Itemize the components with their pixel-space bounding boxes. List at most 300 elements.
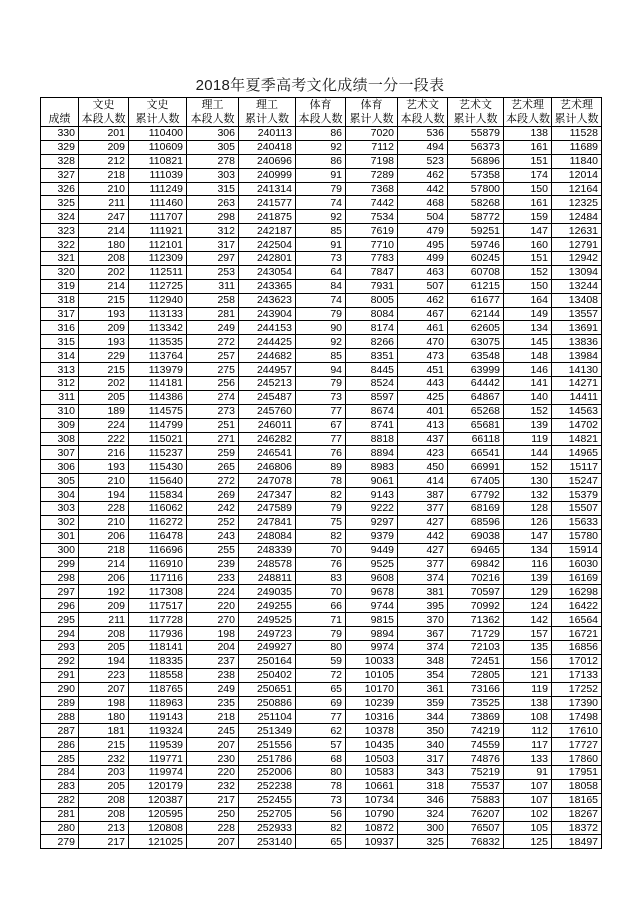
cell-value: 94 bbox=[296, 363, 346, 377]
score-distribution-table bbox=[40, 97, 602, 849]
table-row bbox=[41, 793, 602, 807]
cell-value: 134 bbox=[504, 321, 552, 335]
cell-value: 240999 bbox=[239, 168, 296, 182]
cell-value: 57 bbox=[296, 738, 346, 752]
cell-score: 307 bbox=[41, 446, 79, 460]
cell-value: 209 bbox=[79, 140, 129, 154]
cell-value: 218 bbox=[187, 710, 239, 724]
cell-score: 329 bbox=[41, 140, 79, 154]
cell-value: 252933 bbox=[239, 821, 296, 835]
table-row bbox=[41, 502, 602, 516]
cell-value: 116478 bbox=[129, 529, 187, 543]
cell-value: 470 bbox=[398, 335, 448, 349]
cell-value: 91 bbox=[296, 238, 346, 252]
cell-value: 8351 bbox=[346, 349, 398, 363]
cell-value: 12942 bbox=[552, 252, 602, 266]
cell-value: 374 bbox=[398, 571, 448, 585]
cell-value: 244957 bbox=[239, 363, 296, 377]
cell-value: 17252 bbox=[552, 682, 602, 696]
cell-value: 350 bbox=[398, 724, 448, 738]
table-body bbox=[41, 127, 602, 849]
column-header-5 bbox=[296, 98, 346, 127]
cell-value: 82 bbox=[296, 821, 346, 835]
cell-value: 13836 bbox=[552, 335, 602, 349]
cell-value: 77 bbox=[296, 710, 346, 724]
cell-value: 241875 bbox=[239, 210, 296, 224]
cell-value: 71 bbox=[296, 613, 346, 627]
cell-value: 65681 bbox=[448, 418, 504, 432]
cell-value: 387 bbox=[398, 488, 448, 502]
cell-value: 325 bbox=[398, 835, 448, 849]
cell-value: 115834 bbox=[129, 488, 187, 502]
cell-value: 118141 bbox=[129, 640, 187, 654]
cell-value: 251556 bbox=[239, 738, 296, 752]
column-header-10 bbox=[552, 98, 602, 127]
cell-value: 75883 bbox=[448, 793, 504, 807]
cell-value: 79 bbox=[296, 502, 346, 516]
cell-value: 9449 bbox=[346, 543, 398, 557]
column-header-metric: 本段人数 bbox=[190, 113, 235, 125]
cell-value: 377 bbox=[398, 502, 448, 516]
cell-score: 328 bbox=[41, 154, 79, 168]
cell-value: 208 bbox=[79, 627, 129, 641]
cell-value: 251786 bbox=[239, 752, 296, 766]
cell-value: 467 bbox=[398, 307, 448, 321]
cell-value: 134 bbox=[504, 543, 552, 557]
cell-value: 370 bbox=[398, 613, 448, 627]
cell-value: 265 bbox=[187, 460, 239, 474]
cell-value: 119539 bbox=[129, 738, 187, 752]
cell-value: 68 bbox=[296, 752, 346, 766]
cell-value: 9974 bbox=[346, 640, 398, 654]
cell-value: 214 bbox=[79, 557, 129, 571]
cell-value: 214 bbox=[79, 224, 129, 238]
table-row bbox=[41, 182, 602, 196]
cell-value: 72103 bbox=[448, 640, 504, 654]
cell-value: 194 bbox=[79, 654, 129, 668]
cell-value: 245760 bbox=[239, 404, 296, 418]
cell-value: 116910 bbox=[129, 557, 187, 571]
cell-value: 298 bbox=[187, 210, 239, 224]
cell-value: 12791 bbox=[552, 238, 602, 252]
cell-value: 120595 bbox=[129, 807, 187, 821]
cell-value: 10503 bbox=[346, 752, 398, 766]
cell-value: 128 bbox=[504, 502, 552, 516]
table-row bbox=[41, 765, 602, 779]
cell-value: 9297 bbox=[346, 515, 398, 529]
cell-value: 161 bbox=[504, 140, 552, 154]
table-row bbox=[41, 460, 602, 474]
cell-value: 164 bbox=[504, 293, 552, 307]
cell-value: 63548 bbox=[448, 349, 504, 363]
cell-value: 17390 bbox=[552, 696, 602, 710]
table-row bbox=[41, 446, 602, 460]
cell-value: 253 bbox=[187, 265, 239, 279]
cell-value: 9894 bbox=[346, 627, 398, 641]
cell-value: 281 bbox=[187, 307, 239, 321]
cell-score: 295 bbox=[41, 613, 79, 627]
cell-value: 181 bbox=[79, 724, 129, 738]
cell-value: 14702 bbox=[552, 418, 602, 432]
cell-value: 215 bbox=[79, 293, 129, 307]
cell-score: 288 bbox=[41, 710, 79, 724]
cell-score: 301 bbox=[41, 529, 79, 543]
cell-value: 10170 bbox=[346, 682, 398, 696]
cell-value: 479 bbox=[398, 224, 448, 238]
cell-value: 146 bbox=[504, 363, 552, 377]
cell-value: 64867 bbox=[448, 390, 504, 404]
cell-value: 229 bbox=[79, 349, 129, 363]
cell-value: 8445 bbox=[346, 363, 398, 377]
cell-value: 210 bbox=[79, 515, 129, 529]
cell-value: 10661 bbox=[346, 779, 398, 793]
cell-value: 7020 bbox=[346, 127, 398, 141]
cell-value: 10378 bbox=[346, 724, 398, 738]
cell-value: 10937 bbox=[346, 835, 398, 849]
cell-value: 69 bbox=[296, 696, 346, 710]
cell-value: 201 bbox=[79, 127, 129, 141]
column-header-2 bbox=[129, 98, 187, 127]
cell-value: 354 bbox=[398, 668, 448, 682]
column-header-category: 体育 bbox=[360, 99, 383, 111]
cell-value: 83 bbox=[296, 571, 346, 585]
cell-value: 208 bbox=[79, 252, 129, 266]
cell-value: 17498 bbox=[552, 710, 602, 724]
cell-score: 294 bbox=[41, 627, 79, 641]
cell-value: 64 bbox=[296, 265, 346, 279]
cell-value: 70 bbox=[296, 585, 346, 599]
cell-value: 119974 bbox=[129, 765, 187, 779]
cell-value: 9525 bbox=[346, 557, 398, 571]
cell-value: 69038 bbox=[448, 529, 504, 543]
cell-value: 74219 bbox=[448, 724, 504, 738]
cell-value: 210 bbox=[79, 182, 129, 196]
cell-value: 315 bbox=[187, 182, 239, 196]
cell-value: 77 bbox=[296, 404, 346, 418]
cell-value: 14411 bbox=[552, 390, 602, 404]
cell-value: 344 bbox=[398, 710, 448, 724]
cell-value: 259 bbox=[187, 446, 239, 460]
table-row bbox=[41, 168, 602, 182]
cell-value: 116 bbox=[504, 557, 552, 571]
cell-value: 9143 bbox=[346, 488, 398, 502]
cell-value: 203 bbox=[79, 765, 129, 779]
cell-value: 11840 bbox=[552, 154, 602, 168]
cell-value: 121 bbox=[504, 668, 552, 682]
cell-value: 116272 bbox=[129, 515, 187, 529]
cell-value: 258 bbox=[187, 293, 239, 307]
cell-value: 130 bbox=[504, 474, 552, 488]
cell-value: 252 bbox=[187, 515, 239, 529]
column-header-metric: 累计人数 bbox=[135, 113, 180, 125]
column-header-category: 文史 bbox=[92, 99, 115, 111]
cell-value: 65 bbox=[296, 682, 346, 696]
page-title: 2018年夏季高考文化成绩一分一段表 bbox=[195, 77, 445, 94]
cell-value: 76 bbox=[296, 446, 346, 460]
cell-value: 12484 bbox=[552, 210, 602, 224]
table-row bbox=[41, 196, 602, 210]
cell-value: 245 bbox=[187, 724, 239, 738]
cell-value: 70 bbox=[296, 543, 346, 557]
cell-value: 248084 bbox=[239, 529, 296, 543]
cell-score: 296 bbox=[41, 599, 79, 613]
cell-value: 121025 bbox=[129, 835, 187, 849]
cell-value: 242801 bbox=[239, 252, 296, 266]
cell-value: 536 bbox=[398, 127, 448, 141]
cell-value: 243054 bbox=[239, 265, 296, 279]
cell-value: 427 bbox=[398, 515, 448, 529]
cell-value: 72451 bbox=[448, 654, 504, 668]
cell-value: 244153 bbox=[239, 321, 296, 335]
cell-value: 232 bbox=[187, 779, 239, 793]
cell-value: 462 bbox=[398, 293, 448, 307]
cell-value: 69842 bbox=[448, 557, 504, 571]
cell-value: 111460 bbox=[129, 196, 187, 210]
cell-value: 215 bbox=[79, 363, 129, 377]
cell-value: 76 bbox=[296, 557, 346, 571]
cell-value: 14965 bbox=[552, 446, 602, 460]
cell-value: 152 bbox=[504, 460, 552, 474]
cell-value: 82 bbox=[296, 488, 346, 502]
cell-value: 15633 bbox=[552, 515, 602, 529]
cell-value: 74 bbox=[296, 293, 346, 307]
cell-value: 59251 bbox=[448, 224, 504, 238]
cell-value: 306 bbox=[187, 127, 239, 141]
cell-value: 180 bbox=[79, 710, 129, 724]
cell-value: 63999 bbox=[448, 363, 504, 377]
cell-value: 112940 bbox=[129, 293, 187, 307]
cell-value: 66118 bbox=[448, 432, 504, 446]
cell-value: 504 bbox=[398, 210, 448, 224]
cell-value: 76507 bbox=[448, 821, 504, 835]
cell-value: 343 bbox=[398, 765, 448, 779]
cell-value: 205 bbox=[79, 779, 129, 793]
cell-value: 274 bbox=[187, 390, 239, 404]
cell-value: 108 bbox=[504, 710, 552, 724]
table-row bbox=[41, 404, 602, 418]
cell-value: 12164 bbox=[552, 182, 602, 196]
column-header-category: 理工 bbox=[256, 99, 278, 111]
cell-value: 198 bbox=[187, 627, 239, 641]
cell-value: 235 bbox=[187, 696, 239, 710]
cell-value: 494 bbox=[398, 140, 448, 154]
cell-value: 218 bbox=[79, 543, 129, 557]
cell-value: 92 bbox=[296, 210, 346, 224]
cell-value: 413 bbox=[398, 418, 448, 432]
cell-value: 13244 bbox=[552, 279, 602, 293]
cell-value: 107 bbox=[504, 793, 552, 807]
cell-score: 324 bbox=[41, 210, 79, 224]
cell-value: 495 bbox=[398, 238, 448, 252]
cell-value: 113764 bbox=[129, 349, 187, 363]
cell-value: 17610 bbox=[552, 724, 602, 738]
cell-value: 8266 bbox=[346, 335, 398, 349]
cell-value: 56373 bbox=[448, 140, 504, 154]
cell-value: 7442 bbox=[346, 196, 398, 210]
cell-value: 8524 bbox=[346, 377, 398, 391]
cell-value: 246541 bbox=[239, 446, 296, 460]
cell-value: 246806 bbox=[239, 460, 296, 474]
table-row bbox=[41, 752, 602, 766]
column-header-category: 艺术理 bbox=[511, 99, 544, 111]
cell-value: 250886 bbox=[239, 696, 296, 710]
cell-score: 316 bbox=[41, 321, 79, 335]
cell-value: 17133 bbox=[552, 668, 602, 682]
cell-value: 249035 bbox=[239, 585, 296, 599]
cell-value: 463 bbox=[398, 265, 448, 279]
cell-value: 112101 bbox=[129, 238, 187, 252]
cell-score: 314 bbox=[41, 349, 79, 363]
column-header-metric: 累计人数 bbox=[453, 113, 498, 125]
cell-value: 79 bbox=[296, 182, 346, 196]
cell-value: 74 bbox=[296, 196, 346, 210]
cell-value: 15379 bbox=[552, 488, 602, 502]
cell-value: 16422 bbox=[552, 599, 602, 613]
table-row bbox=[41, 154, 602, 168]
cell-value: 75537 bbox=[448, 779, 504, 793]
cell-value: 65268 bbox=[448, 404, 504, 418]
cell-value: 117517 bbox=[129, 599, 187, 613]
cell-value: 63075 bbox=[448, 335, 504, 349]
cell-value: 74559 bbox=[448, 738, 504, 752]
cell-value: 202 bbox=[79, 377, 129, 391]
cell-value: 73 bbox=[296, 252, 346, 266]
table-row bbox=[41, 515, 602, 529]
cell-value: 138 bbox=[504, 127, 552, 141]
cell-value: 116696 bbox=[129, 543, 187, 557]
cell-value: 220 bbox=[187, 599, 239, 613]
cell-value: 507 bbox=[398, 279, 448, 293]
cell-value: 113535 bbox=[129, 335, 187, 349]
cell-value: 67792 bbox=[448, 488, 504, 502]
cell-value: 216 bbox=[79, 446, 129, 460]
cell-value: 242504 bbox=[239, 238, 296, 252]
cell-value: 209 bbox=[79, 321, 129, 335]
cell-value: 7534 bbox=[346, 210, 398, 224]
table-row bbox=[41, 627, 602, 641]
cell-value: 193 bbox=[79, 335, 129, 349]
cell-value: 381 bbox=[398, 585, 448, 599]
cell-value: 249255 bbox=[239, 599, 296, 613]
cell-value: 84 bbox=[296, 279, 346, 293]
cell-score: 308 bbox=[41, 432, 79, 446]
cell-value: 193 bbox=[79, 460, 129, 474]
cell-score: 309 bbox=[41, 418, 79, 432]
cell-score: 283 bbox=[41, 779, 79, 793]
cell-value: 250164 bbox=[239, 654, 296, 668]
cell-value: 243904 bbox=[239, 307, 296, 321]
table-row bbox=[41, 140, 602, 154]
cell-value: 206 bbox=[79, 529, 129, 543]
cell-value: 145 bbox=[504, 335, 552, 349]
cell-value: 8005 bbox=[346, 293, 398, 307]
cell-value: 377 bbox=[398, 557, 448, 571]
cell-value: 324 bbox=[398, 807, 448, 821]
cell-value: 9061 bbox=[346, 474, 398, 488]
cell-value: 523 bbox=[398, 154, 448, 168]
cell-value: 249723 bbox=[239, 627, 296, 641]
cell-value: 211 bbox=[79, 196, 129, 210]
cell-score: 310 bbox=[41, 404, 79, 418]
cell-value: 9379 bbox=[346, 529, 398, 543]
cell-value: 70992 bbox=[448, 599, 504, 613]
cell-value: 208 bbox=[79, 807, 129, 821]
cell-value: 57800 bbox=[448, 182, 504, 196]
cell-value: 113342 bbox=[129, 321, 187, 335]
cell-value: 269 bbox=[187, 488, 239, 502]
cell-value: 255 bbox=[187, 543, 239, 557]
cell-value: 217 bbox=[79, 835, 129, 849]
cell-value: 64442 bbox=[448, 377, 504, 391]
cell-value: 79 bbox=[296, 307, 346, 321]
cell-value: 7112 bbox=[346, 140, 398, 154]
cell-value: 242 bbox=[187, 502, 239, 516]
cell-value: 13984 bbox=[552, 349, 602, 363]
cell-value: 11528 bbox=[552, 127, 602, 141]
cell-value: 73869 bbox=[448, 710, 504, 724]
cell-value: 110400 bbox=[129, 127, 187, 141]
cell-value: 61215 bbox=[448, 279, 504, 293]
table-row bbox=[41, 835, 602, 849]
cell-score: 293 bbox=[41, 640, 79, 654]
cell-value: 204 bbox=[187, 640, 239, 654]
cell-value: 251 bbox=[187, 418, 239, 432]
cell-value: 157 bbox=[504, 627, 552, 641]
cell-value: 91 bbox=[504, 765, 552, 779]
cell-value: 112 bbox=[504, 724, 552, 738]
cell-value: 8741 bbox=[346, 418, 398, 432]
cell-value: 117936 bbox=[129, 627, 187, 641]
table-row bbox=[41, 265, 602, 279]
cell-value: 73 bbox=[296, 793, 346, 807]
cell-value: 248578 bbox=[239, 557, 296, 571]
cell-value: 11689 bbox=[552, 140, 602, 154]
cell-value: 15507 bbox=[552, 502, 602, 516]
cell-score: 299 bbox=[41, 557, 79, 571]
cell-value: 189 bbox=[79, 404, 129, 418]
cell-value: 251104 bbox=[239, 710, 296, 724]
cell-value: 7710 bbox=[346, 238, 398, 252]
cell-value: 212 bbox=[79, 154, 129, 168]
cell-value: 102 bbox=[504, 807, 552, 821]
cell-value: 112511 bbox=[129, 265, 187, 279]
column-header-category: 理工 bbox=[201, 99, 224, 111]
cell-value: 73 bbox=[296, 390, 346, 404]
cell-value: 273 bbox=[187, 404, 239, 418]
cell-score: 284 bbox=[41, 765, 79, 779]
cell-value: 147 bbox=[504, 224, 552, 238]
cell-value: 14130 bbox=[552, 363, 602, 377]
cell-value: 202 bbox=[79, 265, 129, 279]
cell-value: 114386 bbox=[129, 390, 187, 404]
cell-value: 118558 bbox=[129, 668, 187, 682]
table-row bbox=[41, 321, 602, 335]
cell-value: 192 bbox=[79, 585, 129, 599]
cell-score: 292 bbox=[41, 654, 79, 668]
cell-value: 161 bbox=[504, 196, 552, 210]
cell-value: 110821 bbox=[129, 154, 187, 168]
cell-value: 86 bbox=[296, 127, 346, 141]
cell-score: 302 bbox=[41, 515, 79, 529]
cell-value: 244425 bbox=[239, 335, 296, 349]
cell-value: 117308 bbox=[129, 585, 187, 599]
cell-value: 60708 bbox=[448, 265, 504, 279]
cell-value: 80 bbox=[296, 640, 346, 654]
cell-value: 442 bbox=[398, 182, 448, 196]
cell-value: 245213 bbox=[239, 377, 296, 391]
cell-score: 300 bbox=[41, 543, 79, 557]
table-row bbox=[41, 335, 602, 349]
